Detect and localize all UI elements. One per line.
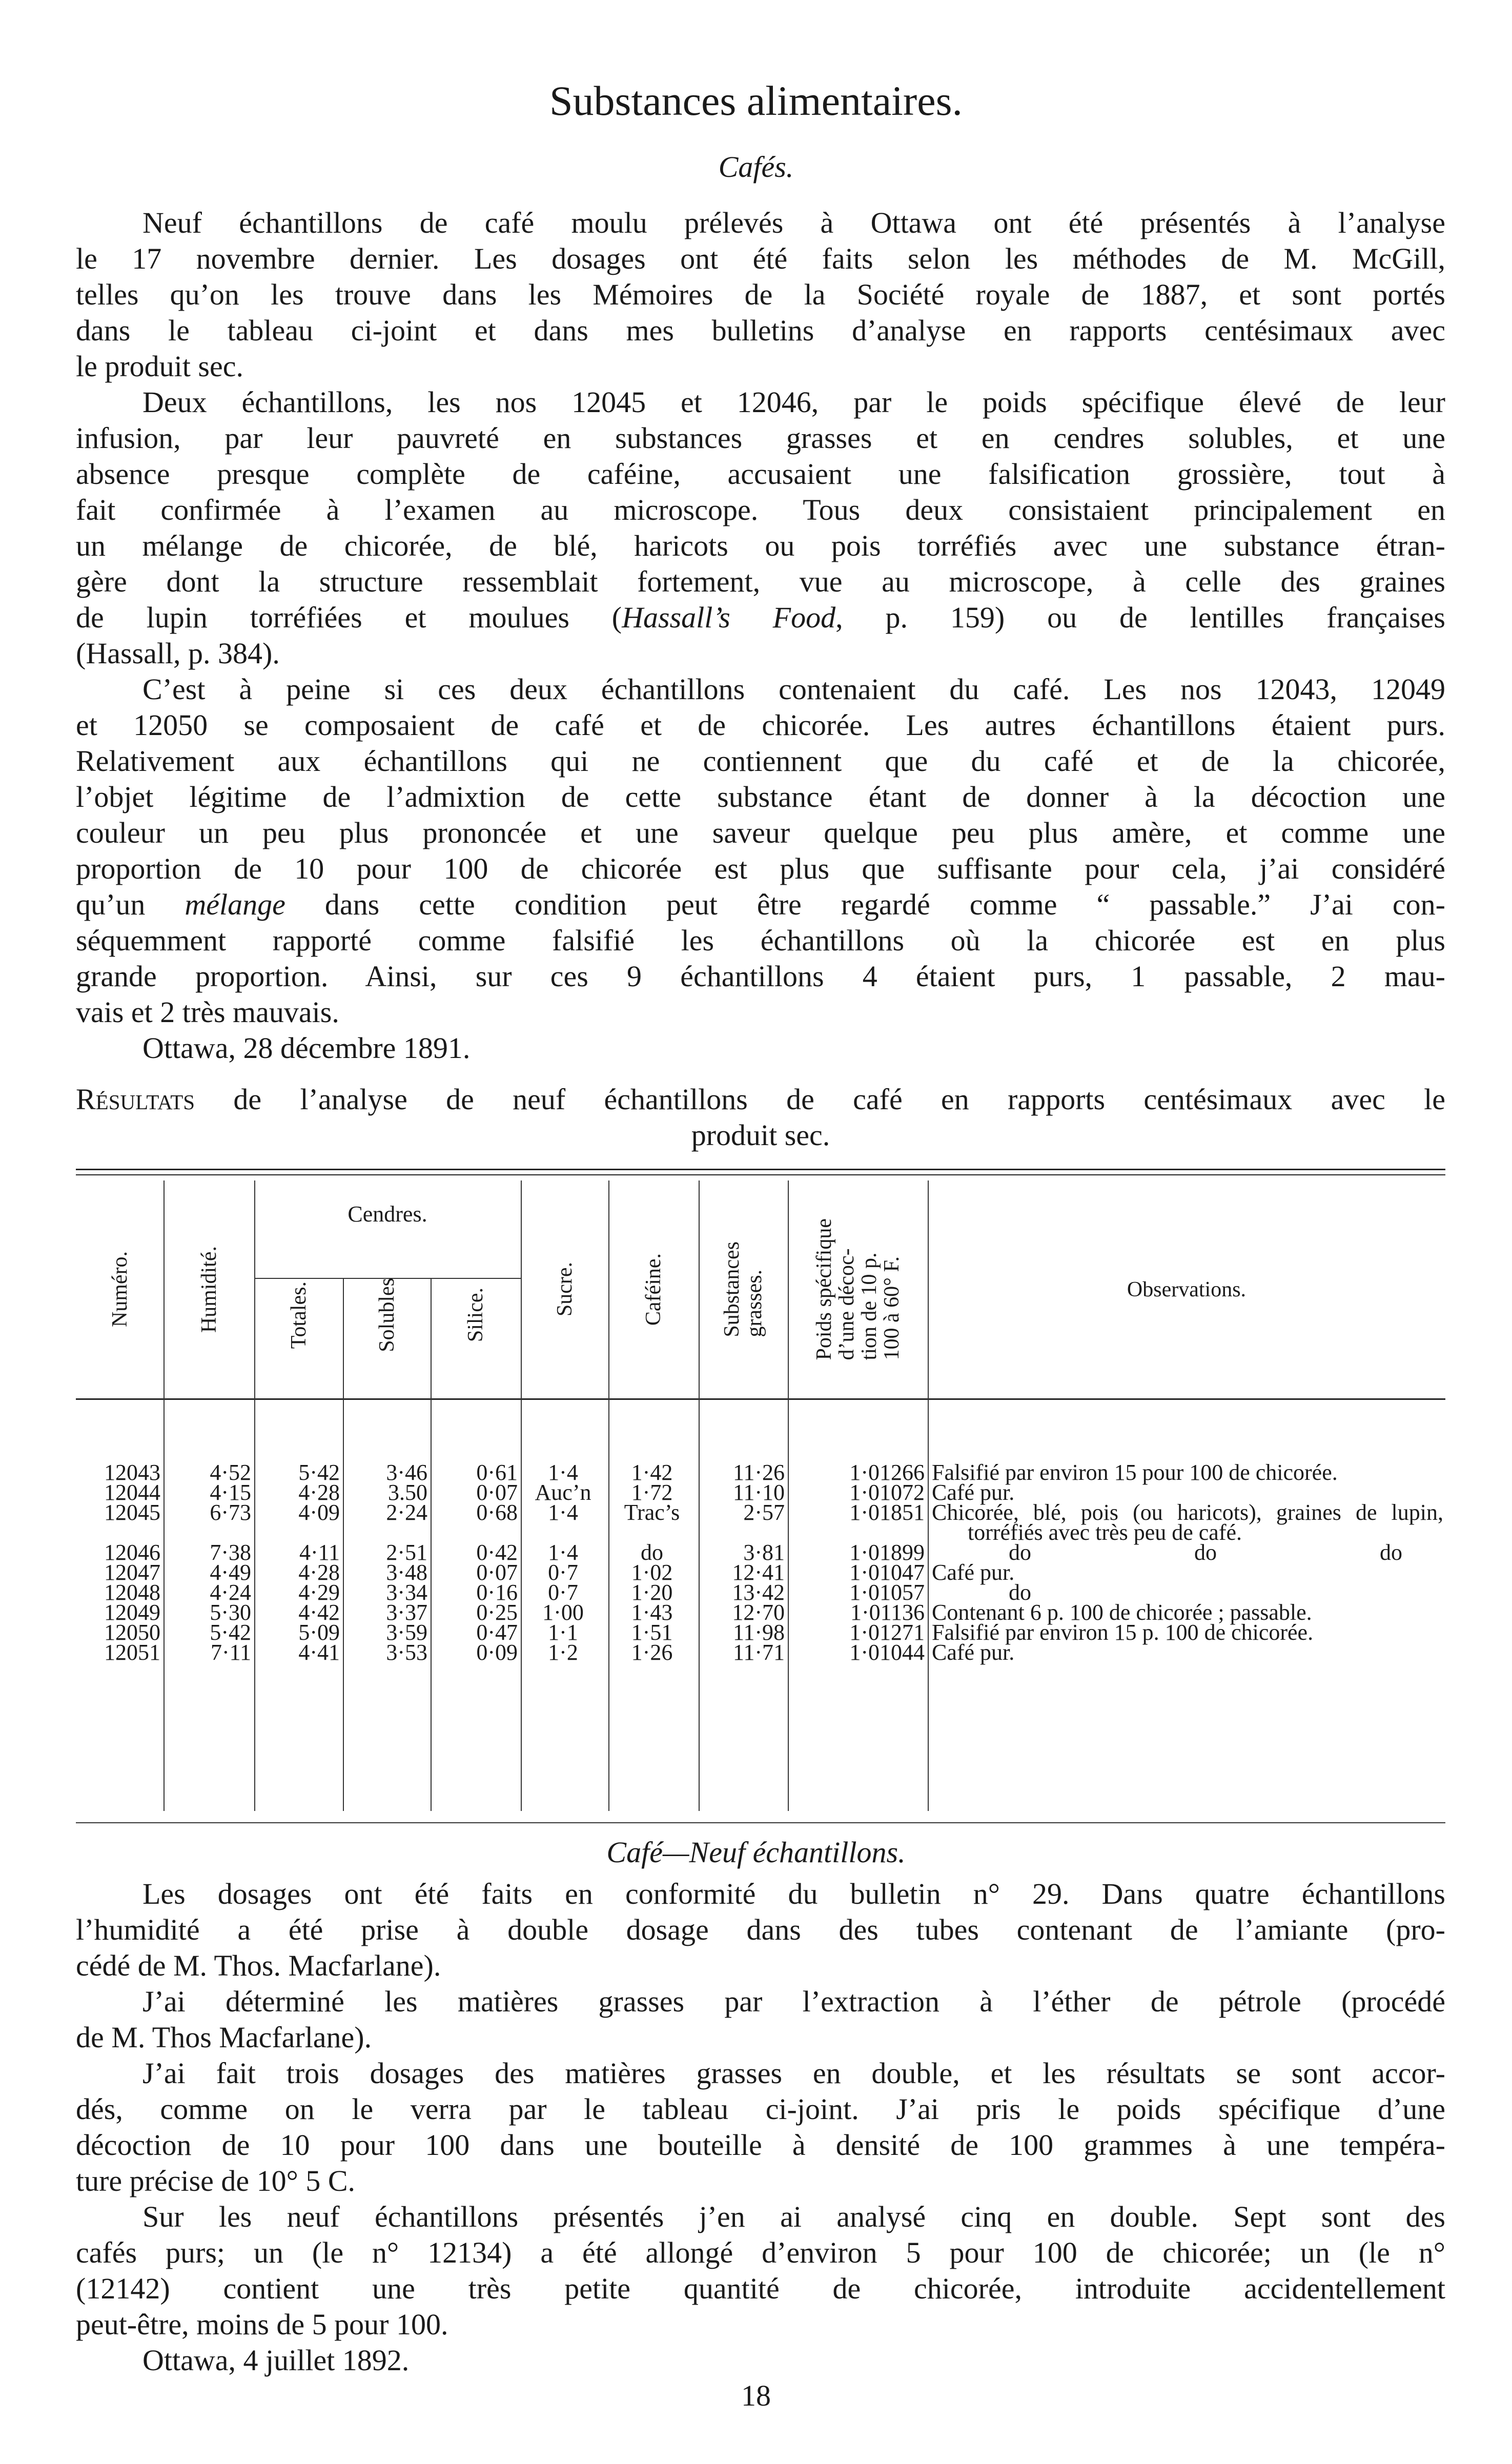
text-segment: absence presque complète de caféine, accusaient une falsification grossière, tout à <box>76 457 1445 491</box>
cell-gra: 11·10 <box>732 1480 785 1505</box>
col-group-cendres: Cendres. <box>348 1202 427 1227</box>
cell-suc: 1·00 <box>542 1600 584 1625</box>
text-segment: cédé de M. Thos. Macfarlane). <box>76 1949 441 1982</box>
cell-caf: 1·72 <box>631 1480 673 1505</box>
cell-suc: 0·7 <box>548 1580 578 1605</box>
cell-gra: 11·26 <box>732 1460 785 1485</box>
cell-num: 12043 <box>104 1460 160 1485</box>
cell-observations: Chicorée, blé, pois (ou haricots), graines de lupin, torréfiés avec très peu de café. <box>932 1500 1443 1545</box>
text-line <box>76 743 1445 779</box>
cell-sil: 0·25 <box>476 1600 518 1625</box>
col-header-totales <box>254 1232 343 1398</box>
header-label: Sucre. <box>553 1262 577 1317</box>
cell-caf: 1·02 <box>631 1560 673 1585</box>
text-segment: Ottawa, 28 décembre 1891. <box>142 1031 471 1065</box>
text-segment: ture précise de 10° 5 C. <box>76 2164 356 2197</box>
caption-line <box>76 1082 1445 1117</box>
text-segment: (12142) contient une très petite quantité de chicorée, introduite accidentellement <box>76 2272 1445 2305</box>
header-label: Humidité. <box>197 1246 221 1333</box>
cell-tot: 4·42 <box>298 1600 340 1625</box>
text-line <box>76 564 1445 600</box>
text-segment: décoction de 10 pour 100 dans une bouteille à densité de 100 grammes à une tempéra- <box>76 2128 1445 2162</box>
table-row <box>76 1640 1445 1665</box>
cell-num: 12051 <box>104 1640 160 1665</box>
caption-text: de l’analyse de neuf échantillons de café en rapports centésimaux avec le <box>195 1083 1445 1116</box>
text-line <box>76 1030 1445 1066</box>
text-segment: J’ai fait trois dosages des matières grasses en double, et les résultats se sont accor- <box>142 2056 1445 2090</box>
cell-gra: 3·81 <box>743 1540 785 1565</box>
cell-sil: 0·68 <box>476 1500 518 1525</box>
cell-poids: 1·01057 <box>849 1580 925 1605</box>
text-segment: Les dosages ont été faits en conformité du bulletin n° 29. Dans quatre échantillons <box>142 1877 1445 1910</box>
caption-lead: Résultats <box>76 1083 195 1116</box>
col-header-cafeine <box>608 1180 699 1398</box>
ditto-mark: do <box>1009 1580 1031 1605</box>
cell-sol: 3·48 <box>386 1560 427 1585</box>
text-segment: Ottawa, 4 juillet 1892. <box>142 2344 410 2377</box>
header-label <box>721 1241 766 1337</box>
text-line <box>76 779 1445 815</box>
page-number: 18 <box>741 2379 771 2412</box>
cell-suc: 1·4 <box>548 1540 578 1565</box>
text-line <box>76 456 1445 492</box>
cell-num: 12050 <box>104 1620 160 1645</box>
cell-num: 12047 <box>104 1560 160 1585</box>
header-label: Numéro. <box>108 1251 132 1328</box>
header-label <box>813 1218 903 1360</box>
text-line <box>76 1984 1445 2020</box>
text-segment: le 17 novembre dernier. Les dosages ont été faits selon les méthodes de M. McGill, <box>76 242 1445 275</box>
text-segment: séquemment rapporté comme falsifié les échantillons où la chicorée est en plus <box>76 924 1445 957</box>
col-header-poids <box>788 1180 928 1398</box>
cell-observations: Falsifié par environ 15 p. 100 de chicorée. <box>932 1620 1314 1645</box>
text-segment: fait confirmée à l’examen au microscope. Tous deux consistaient principalement en <box>76 493 1445 526</box>
text-segment: dans cette condition peut être regardé comme “ passable.” J’ai con- <box>285 888 1445 921</box>
cell-gra: 13·42 <box>732 1580 785 1605</box>
text-line <box>76 2271 1445 2307</box>
ditto-mark: do <box>1194 1540 1217 1565</box>
table-header <box>76 1180 1445 1400</box>
section2-text <box>76 1876 1445 2378</box>
text-segment: dés, comme on le verra par le tableau ci-joint. J’ai pris le poids spécifique d’une <box>76 2092 1445 2126</box>
cell-gra: 12·41 <box>732 1560 785 1585</box>
cell-num: 12048 <box>104 1580 160 1605</box>
italic-text: Hassall’s Food <box>622 601 836 634</box>
cell-sol: 2·24 <box>386 1500 427 1525</box>
text-line <box>76 994 1445 1030</box>
text-segment: C’est à peine si ces deux échantillons contenaient du café. Les nos 12043, 12049 <box>142 673 1445 706</box>
cell-tot: 4·09 <box>298 1500 340 1525</box>
text-segment: couleur un peu plus prononcée et une saveur quelque peu plus amère, et comme une <box>76 816 1445 849</box>
cell-num: 12044 <box>104 1480 160 1505</box>
text-segment: et 12050 se composaient de café et de chicorée. Les autres échantillons étaient purs. <box>76 708 1445 742</box>
cell-hum: 4·24 <box>210 1580 251 1605</box>
text-line <box>76 528 1445 564</box>
intro-text <box>76 205 1445 1066</box>
cell-hum: 4·52 <box>210 1460 251 1485</box>
cell-poids: 1·01044 <box>849 1640 925 1665</box>
table-row <box>76 1500 1445 1545</box>
cell-poids: 1·01899 <box>849 1540 925 1565</box>
ditto-mark: do <box>1009 1540 1031 1565</box>
text-segment: gère dont la structure ressemblait fortement, vue au microscope, à celle des graines <box>76 565 1445 598</box>
header-line: Substances <box>720 1241 744 1337</box>
page-title: Substances alimentaires. <box>549 77 963 124</box>
cell-sol: 3·59 <box>386 1620 427 1645</box>
cell-hum: 5·30 <box>210 1600 251 1625</box>
text-line <box>76 384 1445 420</box>
text-segment: J’ai déterminé les matières grasses par l’extraction à l’éther de pétrole (procédé <box>142 1985 1445 2018</box>
cell-sil: 0·61 <box>476 1460 518 1485</box>
text-line <box>76 1912 1445 1948</box>
italic-text: mélange <box>185 888 285 921</box>
table-body <box>76 1460 1445 1665</box>
cell-gra: 12·70 <box>732 1600 785 1625</box>
text-line <box>76 1948 1445 1984</box>
header-label: Totales. <box>287 1281 311 1349</box>
col-header-observations: Observations. <box>1127 1277 1247 1301</box>
cell-sol: 2·51 <box>386 1540 427 1565</box>
col-header-humidite <box>164 1180 254 1398</box>
cell-caf: 1·51 <box>631 1620 673 1645</box>
cell-hum: 7·11 <box>210 1640 251 1665</box>
cell-poids: 1·01851 <box>849 1500 925 1525</box>
text-line <box>76 923 1445 959</box>
cell-sil: 0·42 <box>476 1540 518 1565</box>
text-segment: Relativement aux échantillons qui ne contiennent que du café et de la chicorée, <box>76 744 1445 778</box>
cell-suc: 1·2 <box>548 1640 578 1665</box>
text-segment: (Hassall, p. 384). <box>76 637 280 670</box>
text-segment: Deux échantillons, les nos 12045 et 12046, par le poids spécifique élevé de leur <box>142 385 1445 419</box>
cell-tot: 4·29 <box>298 1580 340 1605</box>
cell-caf: 1·26 <box>631 1640 673 1665</box>
header-label: Caféine. <box>642 1253 665 1326</box>
text-line <box>76 959 1445 994</box>
text-line <box>76 815 1445 851</box>
cell-sil: 0·16 <box>476 1580 518 1605</box>
cell-num: 12045 <box>104 1500 160 1525</box>
cell-caf: 1·42 <box>631 1460 673 1485</box>
text-line <box>76 241 1445 277</box>
caption-line: produit sec. <box>691 1118 830 1152</box>
cell-sol: 3·34 <box>386 1580 427 1605</box>
header-label: Silice. <box>464 1288 487 1342</box>
text-line <box>76 349 1445 384</box>
ditto-mark: do <box>1380 1540 1402 1565</box>
cell-observations: Contenant 6 p. 100 de chicorée ; passable. <box>932 1600 1312 1625</box>
text-line <box>76 313 1445 349</box>
text-segment: infusion, par leur pauvreté en substances grasses et en cendres solubles, et une <box>76 421 1445 455</box>
cell-tot: 4·28 <box>298 1560 340 1585</box>
text-line <box>76 851 1445 887</box>
text-line <box>76 1876 1445 1912</box>
cell-num: 12049 <box>104 1600 160 1625</box>
text-line <box>76 2307 1445 2343</box>
header-label: Solubles <box>375 1278 399 1352</box>
section-heading-neuf-echantillons: Café—Neuf échantillons. <box>606 1836 906 1869</box>
cell-sil: 0·07 <box>476 1560 518 1585</box>
text-line <box>76 277 1445 313</box>
text-segment: proportion de 10 pour 100 de chicorée est plus que suffisante pour cela, j’ai considéré <box>76 852 1445 885</box>
cell-hum: 6·73 <box>210 1500 251 1525</box>
text-segment: , p. 159) ou de lentilles françaises <box>835 601 1445 634</box>
header-line: d’une décoc- <box>834 1248 859 1360</box>
text-segment: l’humidité a été prise à double dosage dans des tubes contenant de l’amiante (pro- <box>76 1913 1445 1946</box>
text-line <box>76 2127 1445 2163</box>
text-line <box>76 2020 1445 2055</box>
text-segment: de lupin torréfiées et moulues ( <box>76 601 622 634</box>
text-line <box>76 420 1445 456</box>
header-line: tion de 10 p. <box>857 1252 881 1360</box>
cell-hum: 4·49 <box>210 1560 251 1585</box>
cell-sil: 0·07 <box>476 1480 518 1505</box>
text-segment: cafés purs; un (le n° 12134) a été allongé d’environ 5 pour 100 de chicorée; un (le n° <box>76 2236 1445 2269</box>
cell-suc: 1·4 <box>548 1500 578 1525</box>
cell-hum: 4·15 <box>210 1480 251 1505</box>
text-segment: dans le tableau ci-joint et dans mes bulletins d’analyse en rapports centésimaux avec <box>76 314 1445 347</box>
cell-tot: 5·42 <box>298 1460 340 1485</box>
text-line <box>76 887 1445 923</box>
col-header-solubles <box>343 1232 431 1398</box>
table-bottom-rule <box>76 1822 1445 1823</box>
text-segment: peut-être, moins de 5 pour 100. <box>76 2308 448 2341</box>
cell-observations: Falsifié par environ 15 pour 100 de chicorée. <box>932 1460 1338 1485</box>
text-segment: vais et 2 très mauvais. <box>76 995 339 1029</box>
text-segment: un mélange de chicorée, de blé, haricots ou pois torréfiés avec une substance étran- <box>76 529 1445 562</box>
cell-poids: 1·01047 <box>849 1560 925 1585</box>
cell-sol: 3·46 <box>386 1460 427 1485</box>
col-header-silice <box>431 1232 521 1398</box>
cell-suc: 1·1 <box>548 1620 578 1645</box>
text-line <box>76 2091 1445 2127</box>
text-line <box>76 2343 1445 2378</box>
header-line: 100 à 60° F. <box>880 1256 904 1360</box>
text-line <box>76 2235 1445 2271</box>
text-line <box>76 707 1445 743</box>
results-table <box>76 1169 1445 1821</box>
text-line <box>76 2163 1445 2199</box>
cell-caf: Trac’s <box>624 1500 680 1525</box>
text-line <box>76 2199 1445 2235</box>
text-segment: de M. Thos Macfarlane). <box>76 2021 372 2054</box>
cell-suc: 0·7 <box>548 1560 578 1585</box>
cell-caf: 1·43 <box>631 1600 673 1625</box>
cell-hum: 5·42 <box>210 1620 251 1645</box>
cell-hum: 7·38 <box>210 1540 251 1565</box>
cell-sil: 0·09 <box>476 1640 518 1665</box>
text-line <box>76 2055 1445 2091</box>
cell-suc: 1·4 <box>548 1460 578 1485</box>
cell-sil: 0·47 <box>476 1620 518 1645</box>
header-line: grasses. <box>743 1270 766 1337</box>
results-caption <box>76 1082 1445 1153</box>
text-line <box>76 205 1445 241</box>
cell-poids: 1·01266 <box>849 1460 925 1485</box>
col-header-numero <box>76 1180 164 1398</box>
text-line <box>76 636 1445 671</box>
cell-sol: 3.50 <box>388 1480 427 1505</box>
text-line <box>76 671 1445 707</box>
section-heading-cafes: Cafés. <box>718 150 794 184</box>
cell-observations: Café pur. <box>932 1640 1015 1665</box>
text-segment: qu’un <box>76 888 185 921</box>
cell-gra: 2·57 <box>743 1500 785 1525</box>
cell-tot: 4·41 <box>298 1640 340 1665</box>
cell-tot: 4·11 <box>299 1540 340 1565</box>
cell-sol: 3·37 <box>386 1600 427 1625</box>
cell-observations: Café pur. <box>932 1560 1015 1585</box>
cell-gra: 11·98 <box>732 1620 785 1645</box>
text-segment: telles qu’on les trouve dans les Mémoires de la Société royale de 1887, et sont portés <box>76 278 1445 311</box>
cell-caf: 1·20 <box>631 1580 673 1605</box>
cell-num: 12046 <box>104 1540 160 1565</box>
cell-sol: 3·53 <box>386 1640 427 1665</box>
cell-suc: Auc’n <box>535 1480 591 1505</box>
cell-poids: 1·01271 <box>849 1620 925 1645</box>
text-segment: grande proportion. Ainsi, sur ces 9 échantillons 4 étaient purs, 1 passable, 2 mau- <box>76 960 1445 993</box>
cell-tot: 4·28 <box>298 1480 340 1505</box>
cell-poids: 1·01136 <box>850 1600 925 1625</box>
cell-gra: 11·71 <box>732 1640 785 1665</box>
text-segment: Neuf échantillons de café moulu prélevés à Ottawa ont été présentés à l’analyse <box>142 206 1445 239</box>
cell-tot: 5·09 <box>298 1620 340 1645</box>
cell-caf: do <box>641 1540 663 1565</box>
text-line <box>76 492 1445 528</box>
text-segment: l’objet légitime de l’admixtion de cette substance étant de donner à la décoction une <box>76 780 1445 813</box>
cell-observations: Café pur. <box>932 1480 1015 1505</box>
text-segment: le produit sec. <box>76 350 243 383</box>
cell-poids: 1·01072 <box>849 1480 925 1505</box>
header-line: Poids spécifique <box>812 1218 836 1360</box>
col-header-sucre <box>521 1180 608 1398</box>
text-line <box>76 600 1445 636</box>
text-segment: Sur les neuf échantillons présentés j’en ai analysé cinq en double. Sept sont des <box>142 2200 1445 2233</box>
col-header-grasses <box>699 1180 788 1398</box>
